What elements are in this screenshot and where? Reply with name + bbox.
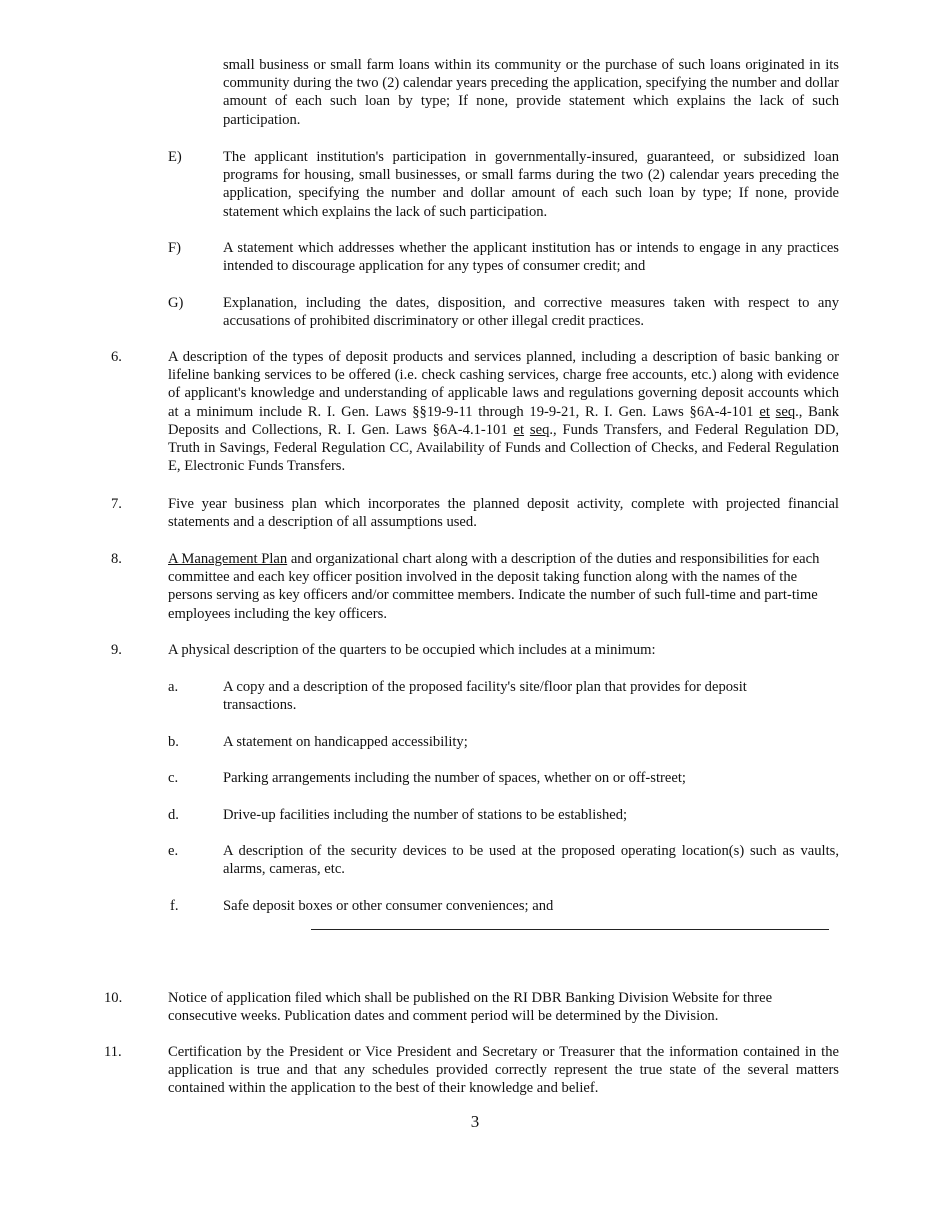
subitem-f-label: f. <box>170 898 179 914</box>
item-8-body: and organizational chart along with a description of the duties and responsibilities for each committee and each key officer position involved in the deposit taking function along with the names of the persons serving as key officers and/or committee members. Indicate the number of such full-time and part-time employees including the key officers. <box>168 551 820 622</box>
item-6-text <box>168 348 839 475</box>
item-11-label: 11. <box>104 1044 122 1060</box>
subitem-d-label: d. <box>168 807 179 823</box>
item-9-text: A physical description of the quarters to be occupied which includes at a minimum: <box>168 642 656 658</box>
page-number: 3 <box>470 1112 480 1131</box>
et-seq-seq: seq <box>529 421 550 438</box>
subitem-b-text: A statement on handicapped accessibility; <box>223 734 468 750</box>
item-10-text: Notice of application filed which shall be published on the RI DBR Banking Division Website for three consecutive weeks. Publication dates and comment period will be determined by the Division. <box>168 990 773 1025</box>
item-8-label: 8. <box>111 551 122 567</box>
subitem-c-text: Parking arrangements including the number of spaces, whether on or off-street; <box>223 770 686 786</box>
et-seq-et: et <box>513 421 525 438</box>
subitem-d-text: Drive-up facilities including the number of stations to be established; <box>223 807 628 823</box>
item-6-text-part: ., Bank Deposits and Collections, R. I. Gen. Laws §6A-4.1-101 <box>168 403 839 438</box>
et-seq-et: et <box>759 403 770 420</box>
item-7-label: 7. <box>111 496 122 512</box>
subitem-a-label: a. <box>168 679 179 695</box>
item-9-label: 9. <box>111 642 122 658</box>
item-7-text: Five year business plan which incorporates the planned deposit activity, complete with projected financial statements and a description of all assumptions used. <box>168 496 839 531</box>
subitem-e-label: e. <box>168 843 179 859</box>
et-seq-seq: seq <box>775 403 796 420</box>
item-10-label: 10. <box>104 990 123 1006</box>
subitem-b-label: b. <box>168 734 179 750</box>
item-e-text: The applicant institution's participation in governmentally-insured, guaranteed, or subsidized loan programs for housing, small businesses, or small farms during the two (2) calendar years preceding the application, specifying the number and dollar amount of each such loan by type; If none, provide statement which explains the lack of such participation. <box>223 149 839 220</box>
item-f-text: A statement which addresses whether the applicant institution has or intends to engage in any practices intended to discourage application for any types of consumer credit; and <box>223 240 839 275</box>
management-plan-link-text: A Management Plan <box>168 551 288 567</box>
subitem-e-text: A description of the security devices to be used at the proposed operating location(s) such as vaults, alarms, cameras, etc. <box>223 843 839 878</box>
item-e-label: E) <box>168 149 182 165</box>
item-g-label: G) <box>168 295 184 311</box>
item-11-text: Certification by the President or Vice President and Secretary or Treasurer that the information contained in the application is true and that any schedules provided correctly represent the true state of the several matters contained within the application to the best of their knowledge and belief. <box>168 1044 839 1097</box>
item-f-label: F) <box>168 240 181 256</box>
item-6-text-part: A description of the types of deposit products and services planned, including a description of basic banking or lifeline banking services to be offered (i.e. check cashing services, charge free accounts, etc.) along with evidence of applicant's knowledge and understanding of applicable laws and regulations governing deposit accounts which at a minimum include R. I. Gen. Laws §§19-9-11 through 19-9-21, R. I. Gen. Laws §6A-4-101 <box>168 349 839 420</box>
item-8-text <box>168 550 836 623</box>
subitem-c-label: c. <box>168 770 179 786</box>
item-6-label: 6. <box>111 349 122 365</box>
subitem-a-text: A copy and a description of the proposed facility's site/floor plan that provides for deposit transactions. <box>223 679 747 714</box>
item-6-text-part: ., Funds Transfers, and Federal Regulation DD, Truth in Savings, Federal Regulation CC, Availability of Funds and Collection of Checks, and Federal Regulation E, Electronic Funds Transfers. <box>168 421 840 475</box>
horizontal-rule <box>311 929 829 930</box>
subitem-f-text: Safe deposit boxes or other consumer conveniences; and <box>223 898 554 914</box>
item-g-text: Explanation, including the dates, disposition, and corrective measures taken with respect to any accusations of prohibited discriminatory or other illegal credit practices. <box>223 295 839 330</box>
intro-paragraph: small business or small farm loans within its community or the purchase of such loans originated in its community during the two (2) calendar years preceding the application, specifying the number and dollar amount of each such loan by type; If none, provide statement which explains the lack of such participation. <box>223 57 839 128</box>
